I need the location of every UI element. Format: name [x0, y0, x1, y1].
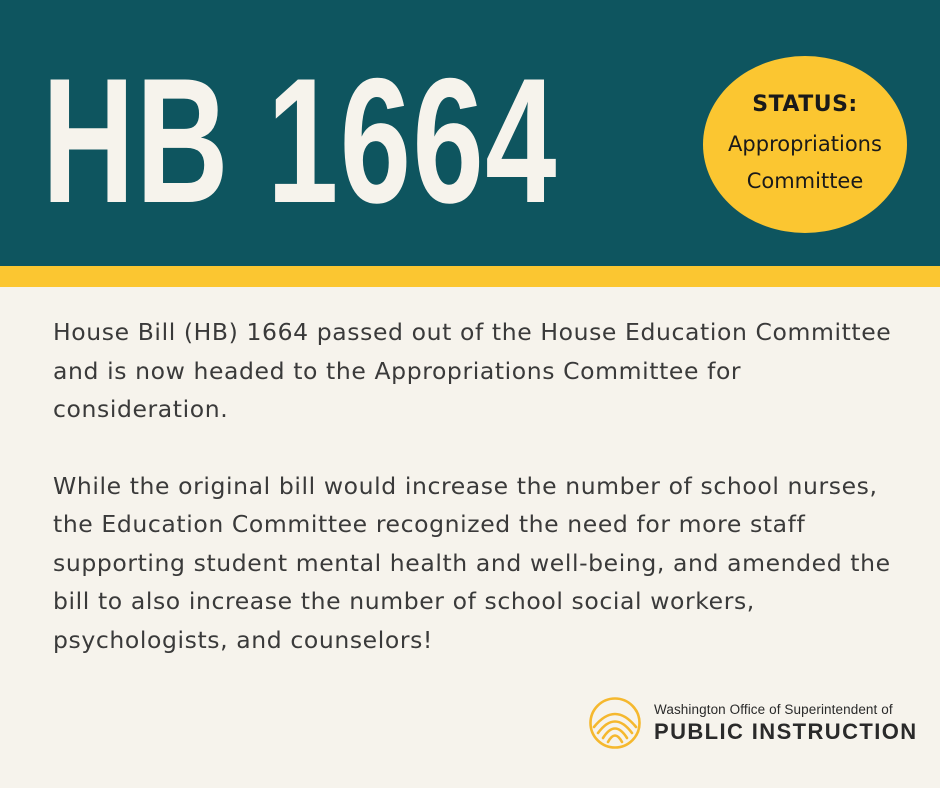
paragraph-status-update: House Bill (HB) 1664 passed out of the House Education Committee and is now headed to the Appropriations Committee for consideration. — [53, 318, 892, 423]
status-value-line1: Appropriations — [728, 131, 882, 156]
status-label: STATUS: — [752, 91, 858, 117]
logo-department-name: PUBLIC INSTRUCTION — [654, 719, 918, 744]
ospi-logo-icon — [588, 696, 642, 750]
logo-agency-name: Washington Office of Superintendent of — [654, 702, 893, 717]
status-value-line2: Committee — [746, 168, 864, 193]
paragraph-amendment: While the original bill would increase the number of school nurses, the Education Committee recognized the need for more staff supporting student mental health and well-being, and amended the bill to also increase the number of school social workers, psychologists, and counselors! — [53, 471, 891, 654]
status-badge — [703, 56, 907, 233]
bill-title: HB 1664 — [42, 41, 558, 240]
bill-description — [53, 313, 903, 659]
accent-strip — [0, 266, 940, 287]
ospi-logo — [588, 696, 918, 750]
